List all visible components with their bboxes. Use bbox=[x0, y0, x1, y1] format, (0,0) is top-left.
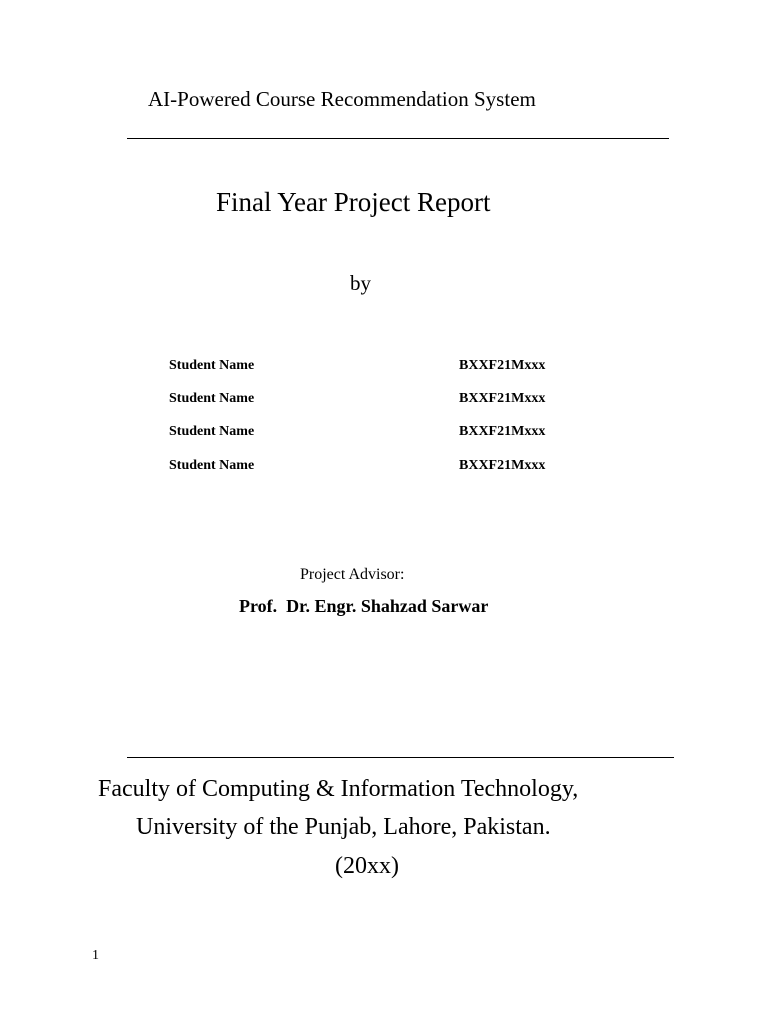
student-row bbox=[169, 449, 589, 482]
student-id: BXXF21Mxxx bbox=[459, 457, 546, 473]
bottom-divider bbox=[127, 757, 674, 758]
advisor-name: Prof. Dr. Engr. Shahzad Sarwar bbox=[239, 596, 489, 616]
student-row bbox=[169, 382, 589, 415]
student-name: Student Name bbox=[169, 357, 255, 373]
student-row bbox=[169, 416, 589, 449]
student-id: BXXF21Mxxx bbox=[459, 424, 546, 440]
report-title: Final Year Project Report bbox=[216, 187, 491, 217]
by-label: by bbox=[350, 271, 371, 295]
student-name: Student Name bbox=[169, 457, 255, 473]
student-row bbox=[169, 349, 589, 382]
student-name: Student Name bbox=[169, 390, 255, 406]
system-title: AI-Powered Course Recommendation System bbox=[148, 87, 536, 111]
faculty-line: Faculty of Computing & Information Technology, bbox=[98, 776, 579, 802]
page-number: 1 bbox=[92, 948, 99, 963]
student-id: BXXF21Mxxx bbox=[459, 357, 546, 373]
top-divider bbox=[127, 138, 669, 139]
advisor-label: Project Advisor: bbox=[300, 566, 405, 583]
year-line: (20xx) bbox=[335, 853, 399, 879]
student-name: Student Name bbox=[169, 424, 255, 440]
student-list bbox=[169, 349, 589, 482]
university-line: University of the Punjab, Lahore, Pakistan. bbox=[136, 814, 551, 840]
student-id: BXXF21Mxxx bbox=[459, 390, 546, 406]
